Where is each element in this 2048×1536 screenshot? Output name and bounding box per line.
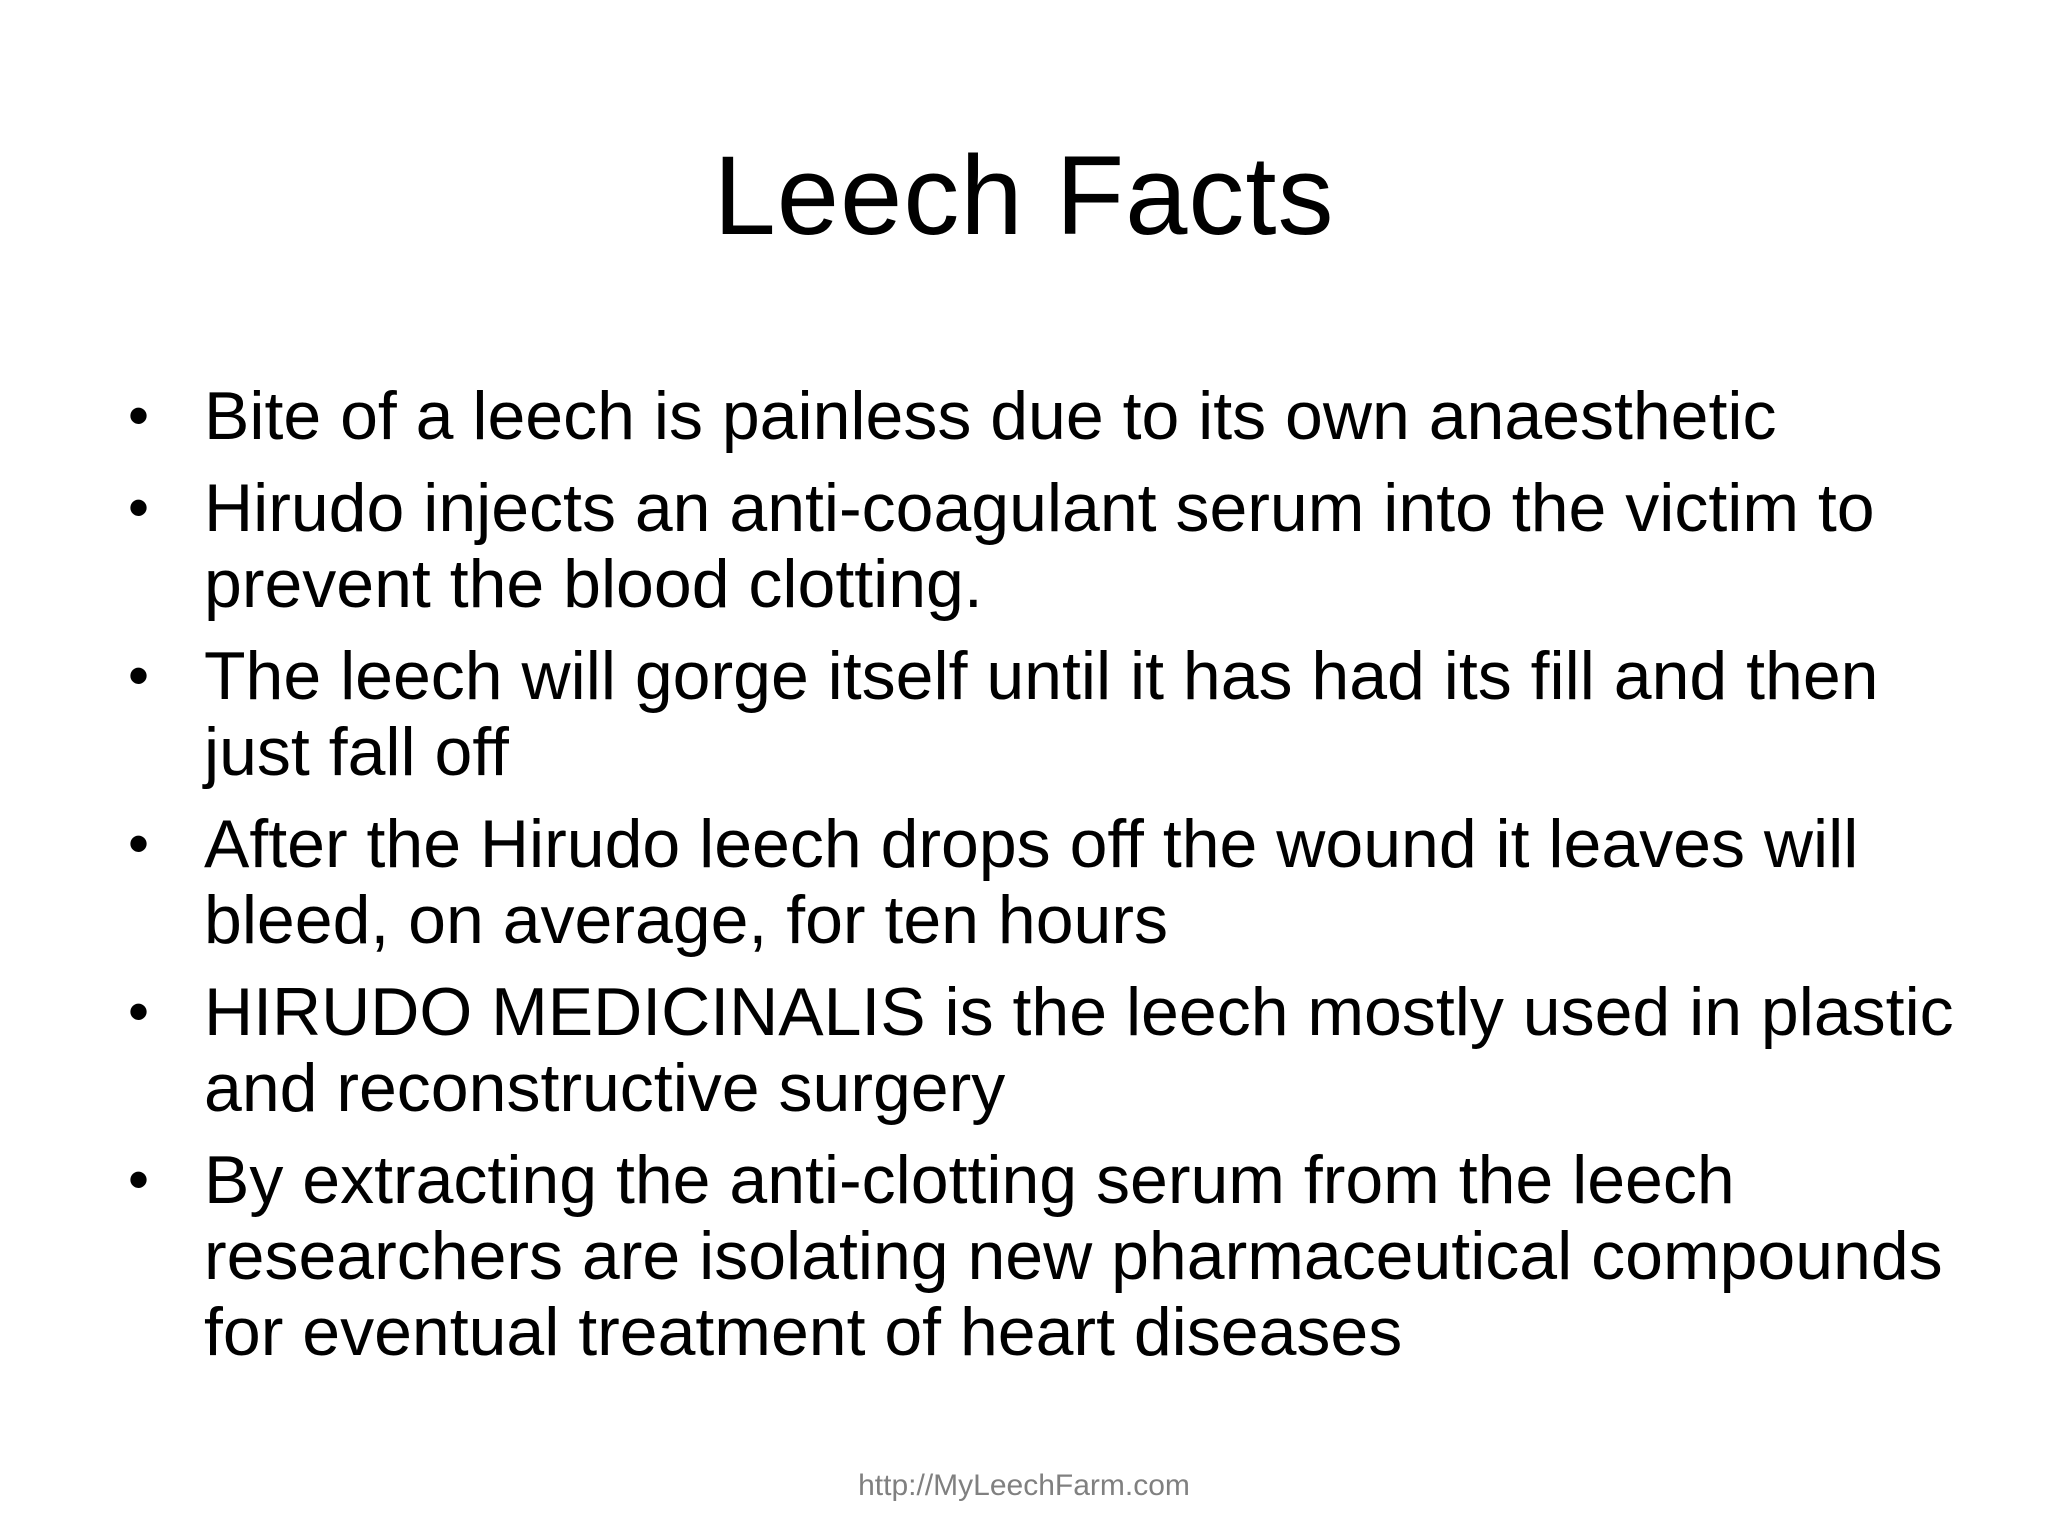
bullet-item [124,378,1984,454]
bullet-item [124,806,1984,958]
bullet-icon: • [128,978,150,1045]
bullet-icon: • [128,810,150,877]
bullet-text: The leech will gorge itself until it has had its fill and then just fall off [204,638,1879,790]
bullet-item [124,638,1984,790]
bullet-item [124,974,1984,1126]
bullet-list [124,378,1984,1386]
bullet-icon: • [128,1146,150,1213]
bullet-item [124,1142,1984,1370]
bullet-icon: • [128,382,150,449]
bullet-icon: • [128,474,150,541]
bullet-item [124,470,1984,622]
bullet-text: Hirudo injects an anti-coagulant serum into the victim to prevent the blood clotting. [204,470,1875,622]
bullet-icon: • [128,642,150,709]
bullet-text: By extracting the anti-clotting serum from the leech researchers are isolating new pharmaceutical compounds for eventual treatment of heart diseases [204,1142,1943,1370]
bullet-text: Bite of a leech is painless due to its own anaesthetic [204,378,1777,454]
bullet-text: HIRUDO MEDICINALIS is the leech mostly used in plastic and reconstructive surgery [204,974,1954,1126]
footer-url: http://MyLeechFarm.com [858,1469,1190,1502]
bullet-text: After the Hirudo leech drops off the wound it leaves will bleed, on average, for ten hours [204,806,1859,958]
slide-title: Leech Facts [713,133,1335,258]
